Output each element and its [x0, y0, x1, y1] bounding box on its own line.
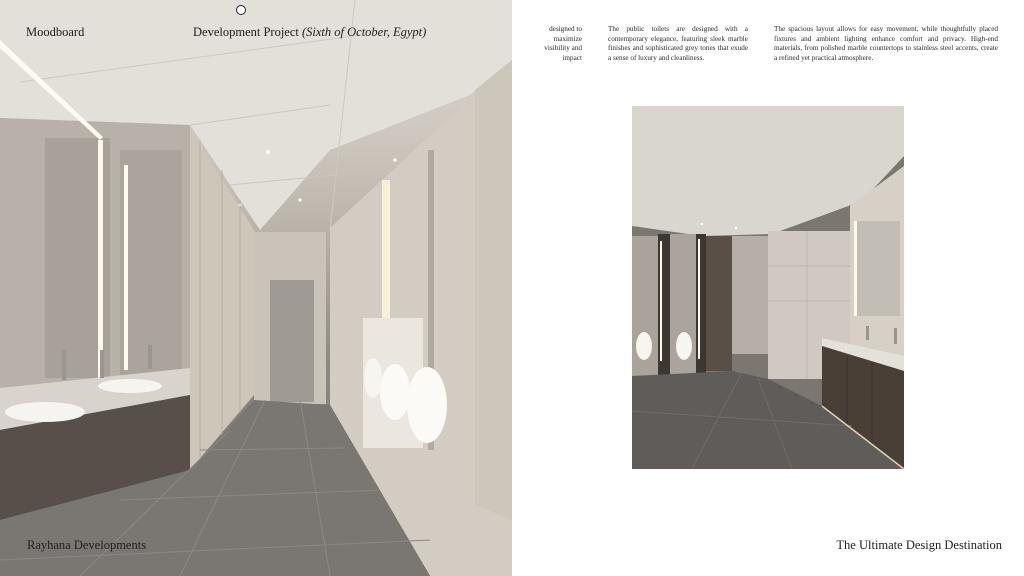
text-column-c: The spacious layout allows for easy movement, while thoughtfully placed fixtures and ambient lighting enhance comfort and privacy. High-end materials, from polished marble countertops to stainless steel accents, create a refined yet practical atmosphere. — [774, 25, 998, 62]
text-column-b: The public toilets are designed with a contemporary elegance, featuring sleek marble finishes and sophisticated grey tones that exude a sense of luxury and cleanliness. — [608, 25, 748, 62]
page-indicator-dot — [236, 5, 246, 15]
company-name: Rayhana Developments — [27, 538, 147, 552]
moodboard-label: Moodboard — [26, 25, 85, 39]
tagline: The Ultimate Design Destination — [836, 538, 1002, 552]
project-title-text: Development Project — [193, 25, 299, 39]
right-restroom-illustration — [632, 106, 904, 469]
right-restroom-image — [632, 106, 904, 469]
project-title — [193, 25, 426, 40]
text-column-a: designed to maximize visibility and impact — [544, 25, 582, 62]
right-page — [512, 0, 1024, 576]
project-location: (Sixth of October, Egypt) — [302, 25, 427, 39]
